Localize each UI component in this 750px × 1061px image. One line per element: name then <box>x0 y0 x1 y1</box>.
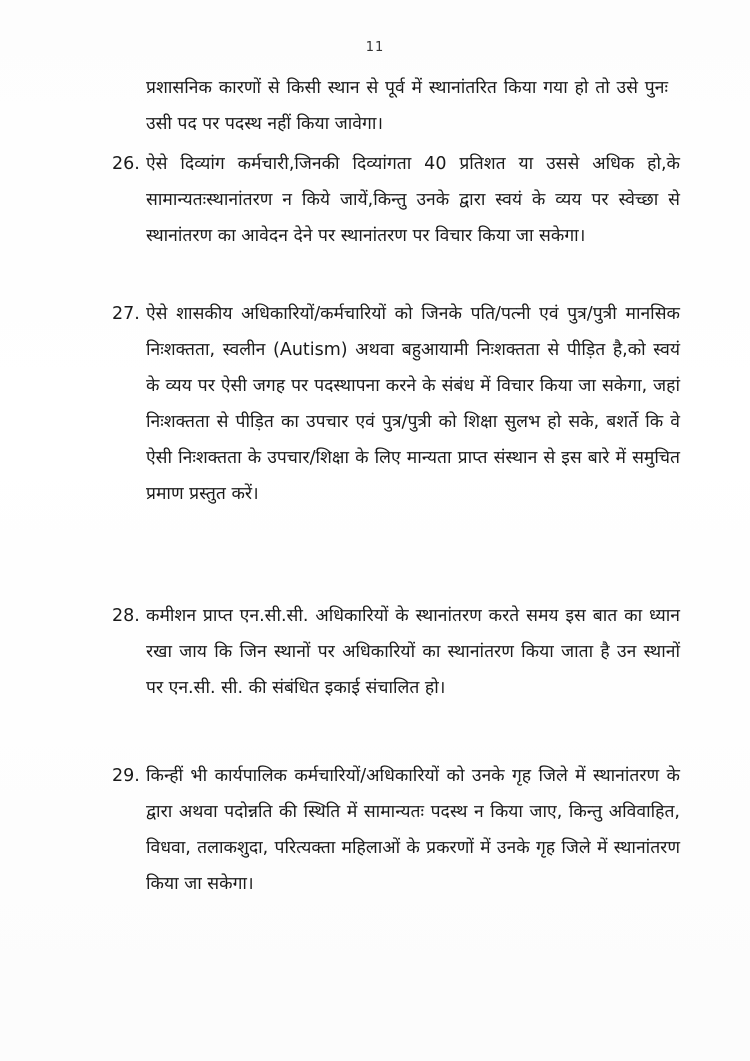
continuation-paragraph: प्रशासनिक कारणों से किसी स्थान से पूर्व में स्थानांतरित किया गया हो तो उसे पुनः उसी पद पर पदस्थ नहीं किया जावेगा। <box>146 78 668 134</box>
item-text: किन्हीं भी कार्यपालिक कर्मचारियों/अधिकारियों को उनके गृह जिले में स्थानांतरण के द्वारा अथवा पदोन्नति की स्थिति में सामान्यतः पदस्थ न किया जाए, किन्तु अविवाहित, विधवा, तलाकशुदा, परित्यक्ता महिलाओं के प्रकरणों में उनके गृह जिले में स्थानांतरण किया जा सकेगा। <box>146 766 680 894</box>
item-text: कमीशन प्राप्त एन.सी.सी. अधिकारियों के स्थानांतरण करते समय इस बात का ध्यान रखा जाय कि जिन स्थानों पर अधिकारियों का स्थानांतरण किया जाता है उन स्थानों पर एन.सी. सी. की संबंधित इकाई संचालित हो। <box>146 606 680 698</box>
item-number: 29. <box>112 766 140 786</box>
item-number: 28. <box>112 606 140 626</box>
item-number: 27. <box>112 304 140 324</box>
item-text: ऐसे शासकीय अधिकारियों/कर्मचारियों को जिनके पति/पत्नी एवं पुत्र/पुत्री मानसिक निःशक्तता, स्वलीन (Autism) अथवा बहुआयामी निःशक्तता से पीड़ित है,को स्वयं के व्यय पर ऐसी जगह पर पदस्थापना करने के संबंध में विचार किया जा सकेगा, जहां निःशक्तता से पीड़ित का उपचार एवं पुत्र/पुत्री को शिक्षा सुलभ हो सके, बशर्ते कि वे ऐसी निःशक्तता के उपचार/शिक्षा के लिए मान्यता प्राप्त संस्थान से इस बारे में समुचित प्रमाण प्रस्तुत करें। <box>146 304 680 504</box>
page-number: 11 <box>365 40 385 55</box>
item-number: 26. <box>112 154 140 174</box>
item-text: ऐसे दिव्यांग कर्मचारी,जिनकी दिव्यांगता 40 प्रतिशत या उससे अधिक हो,के सामान्यतःस्थानांतरण न किये जायें,किन्तु उनके द्वारा स्वयं के व्यय पर स्वेच्छा से स्थानांतरण का आवेदन देने पर स्थानांतरण पर विचार किया जा सकेगा। <box>146 154 680 246</box>
